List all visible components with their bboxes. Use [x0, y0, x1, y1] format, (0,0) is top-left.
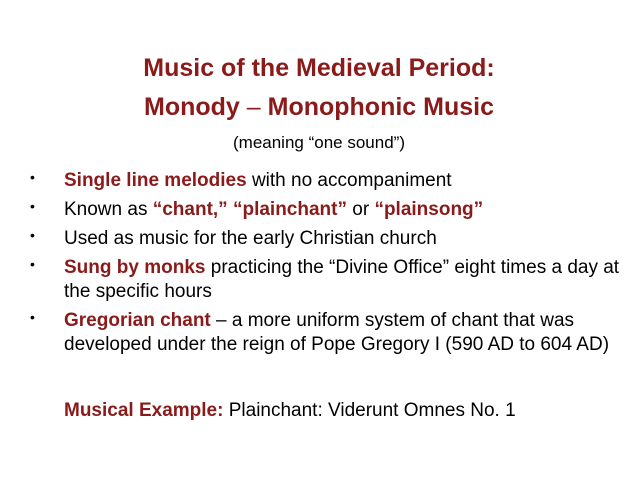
musical-example-label: Musical Example:	[64, 400, 224, 421]
bullet-text: Used as music for the early Christian church	[64, 228, 437, 249]
bullet-highlight: “plainsong”	[374, 199, 484, 220]
title-dash: –	[246, 93, 261, 121]
bullet-item	[30, 256, 620, 304]
bullet-item	[30, 309, 620, 357]
bullet-item	[30, 198, 620, 222]
musical-example-text: Plainchant: Viderunt Omnes No. 1	[223, 400, 516, 421]
bullet-icon: •	[30, 198, 35, 214]
bullet-text: practicing the “Divine Office” eight times a day at the specific hours	[64, 257, 620, 302]
title-monophonic: Monophonic Music	[260, 93, 494, 121]
slide-subtitle: (meaning “one sound”)	[233, 133, 405, 152]
bullet-icon: •	[30, 256, 35, 272]
bullet-item	[30, 227, 620, 251]
bullet-highlight: Sung by monks	[64, 257, 206, 278]
musical-example	[64, 399, 516, 423]
bullet-text: – a more uniform system of chant that was developed under the reign of Pope Gregory I (590 AD to 604 AD)	[64, 310, 610, 355]
bullet-icon: •	[30, 169, 35, 185]
bullet-icon: •	[30, 309, 35, 325]
slide-title-line1: Music of the Medieval Period:	[143, 54, 495, 82]
bullet-highlight: Gregorian chant	[64, 310, 211, 331]
bullet-item	[30, 169, 620, 193]
bullet-list	[30, 169, 620, 362]
bullet-text: with no accompaniment	[246, 170, 452, 191]
bullet-highlight: Single line melodies	[64, 170, 247, 191]
bullet-icon: •	[30, 227, 35, 243]
bullet-text: or	[346, 199, 375, 220]
bullet-text: Known as	[64, 199, 153, 220]
title-monody: Monody	[144, 93, 247, 121]
slide-title-line2	[0, 91, 638, 123]
bullet-highlight: “chant,” “plainchant”	[152, 199, 347, 220]
